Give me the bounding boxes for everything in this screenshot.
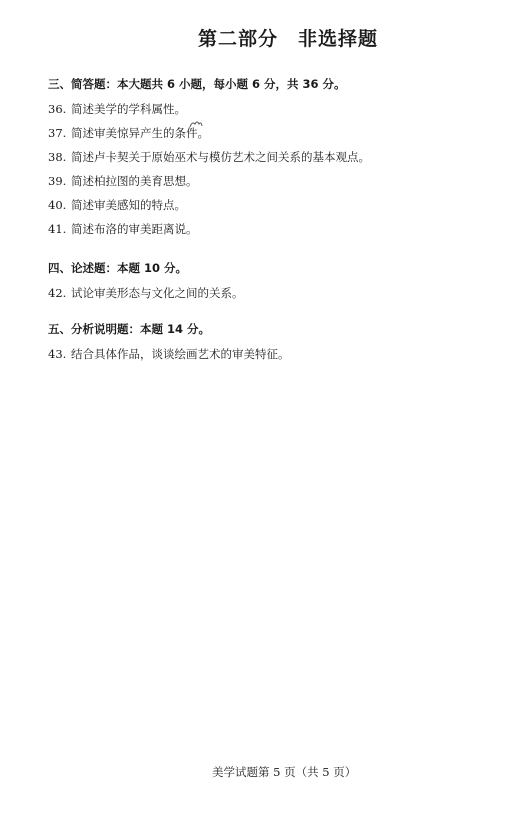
question-number: 39. <box>48 174 67 188</box>
question-39 <box>48 173 198 189</box>
question-text: 试论审美形态与文化之间的关系。 <box>71 286 244 300</box>
section-heading-short-answer: 三、简答题：本大题共 6 小题，每小题 6 分，共 36 分。 <box>48 77 346 91</box>
question-38 <box>48 149 370 165</box>
question-text: 简述审美感知的特点。 <box>71 198 186 212</box>
question-text: 简述柏拉图的美育思想。 <box>71 174 198 188</box>
question-text: 简述卢卡契关于原始巫术与模仿艺术之间关系的基本观点。 <box>71 150 370 164</box>
question-number: 38. <box>48 150 67 164</box>
scan-mark-icon <box>188 118 204 130</box>
page-title: 第二部分 非选择题 <box>198 28 379 50</box>
question-37 <box>48 125 209 141</box>
question-number: 41. <box>48 222 67 236</box>
question-43 <box>48 346 290 362</box>
section-heading-analysis: 五、分析说明题：本题 14 分。 <box>48 322 211 336</box>
question-number: 37. <box>48 126 67 140</box>
question-number: 42. <box>48 286 67 300</box>
question-41 <box>48 221 198 237</box>
question-text: 简述美学的学科属性。 <box>71 102 186 116</box>
question-40 <box>48 197 186 213</box>
question-36 <box>48 101 186 117</box>
question-number: 36. <box>48 102 67 116</box>
section-heading-essay: 四、论述题：本题 10 分。 <box>48 261 188 275</box>
question-text: 简述审美惊异产生的条件。 <box>71 126 209 140</box>
page-footer: 美学试题第 5 页（共 5 页） <box>212 765 357 779</box>
question-42 <box>48 285 244 301</box>
question-number: 40. <box>48 198 67 212</box>
question-text: 简述布洛的审美距离说。 <box>71 222 198 236</box>
question-text: 结合具体作品，谈谈绘画艺术的审美特征。 <box>71 347 290 361</box>
question-number: 43. <box>48 347 67 361</box>
